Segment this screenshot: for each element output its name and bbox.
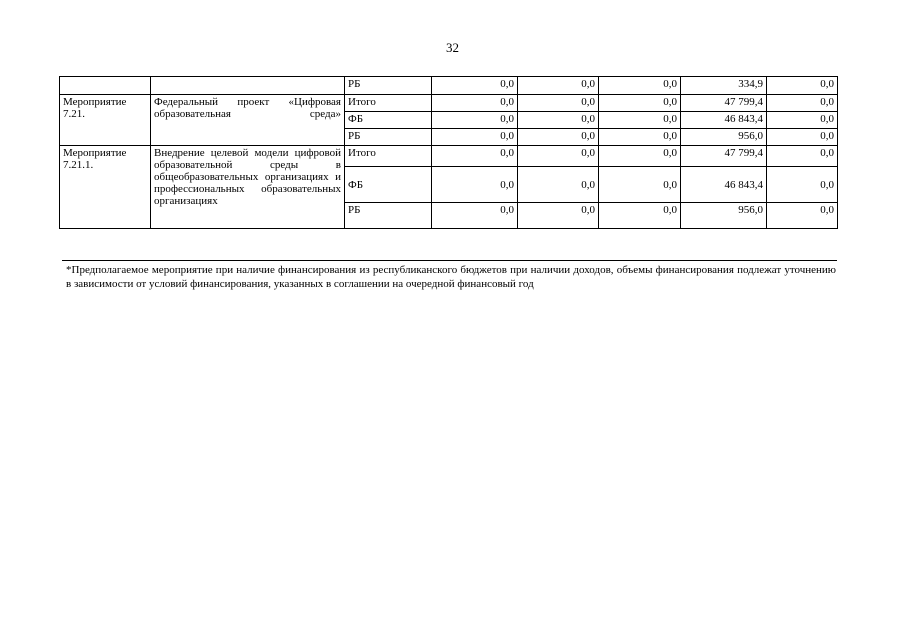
value-cell: 0,0	[432, 203, 518, 229]
value-cell: 0,0	[518, 112, 599, 129]
value-cell: 0,0	[767, 203, 838, 229]
source-cell: Итого	[345, 146, 432, 167]
table-row	[60, 146, 838, 167]
footnote-divider	[62, 260, 837, 261]
value-cell: 47 799,4	[681, 146, 767, 167]
value-cell: 0,0	[432, 77, 518, 95]
value-cell: 0,0	[599, 203, 681, 229]
value-cell: 0,0	[599, 167, 681, 203]
description-cell	[151, 77, 345, 95]
value-cell: 0,0	[518, 77, 599, 95]
value-cell: 0,0	[767, 146, 838, 167]
code-cell: Мероприятие 7.21.	[60, 95, 151, 146]
source-cell: РБ	[345, 77, 432, 95]
value-cell: 0,0	[518, 129, 599, 146]
value-cell: 0,0	[518, 203, 599, 229]
financing-table	[59, 76, 838, 229]
value-cell: 0,0	[599, 77, 681, 95]
value-cell: 956,0	[681, 203, 767, 229]
code-cell: Мероприятие 7.21.1.	[60, 146, 151, 229]
description-cell: Федеральный проект «Цифровая образовательная среда»	[151, 95, 345, 146]
source-cell: ФБ	[345, 112, 432, 129]
source-cell: РБ	[345, 203, 432, 229]
footnote: *Предполагаемое мероприятие при наличие финансирования из республиканского бюджетов при наличии доходов, объемы финансирования подлежат уточнению в зависимости от условий финансирования, указанных в соглашении на очередной финансовый год	[66, 264, 836, 290]
value-cell: 46 843,4	[681, 167, 767, 203]
source-cell: РБ	[345, 129, 432, 146]
page-number: 32	[446, 40, 459, 55]
value-cell: 0,0	[599, 129, 681, 146]
value-cell: 0,0	[518, 167, 599, 203]
value-cell: 0,0	[518, 146, 599, 167]
value-cell: 0,0	[432, 167, 518, 203]
value-cell: 0,0	[432, 112, 518, 129]
value-cell: 0,0	[767, 167, 838, 203]
description-cell: Внедрение целевой модели цифровой образовательной среды в общеобразовательных организациях и профессиональных образовательных организациях	[151, 146, 345, 229]
value-cell: 0,0	[599, 146, 681, 167]
value-cell: 956,0	[681, 129, 767, 146]
value-cell: 0,0	[767, 95, 838, 112]
value-cell: 0,0	[767, 77, 838, 95]
table-row	[60, 77, 838, 95]
source-cell: ФБ	[345, 167, 432, 203]
value-cell: 0,0	[432, 146, 518, 167]
value-cell: 0,0	[599, 112, 681, 129]
value-cell: 0,0	[518, 95, 599, 112]
value-cell: 0,0	[599, 95, 681, 112]
code-cell	[60, 77, 151, 95]
value-cell: 0,0	[432, 129, 518, 146]
value-cell: 0,0	[767, 129, 838, 146]
value-cell: 46 843,4	[681, 112, 767, 129]
source-cell: Итого	[345, 95, 432, 112]
value-cell: 47 799,4	[681, 95, 767, 112]
value-cell: 0,0	[767, 112, 838, 129]
value-cell: 334,9	[681, 77, 767, 95]
value-cell: 0,0	[432, 95, 518, 112]
table-row	[60, 95, 838, 112]
